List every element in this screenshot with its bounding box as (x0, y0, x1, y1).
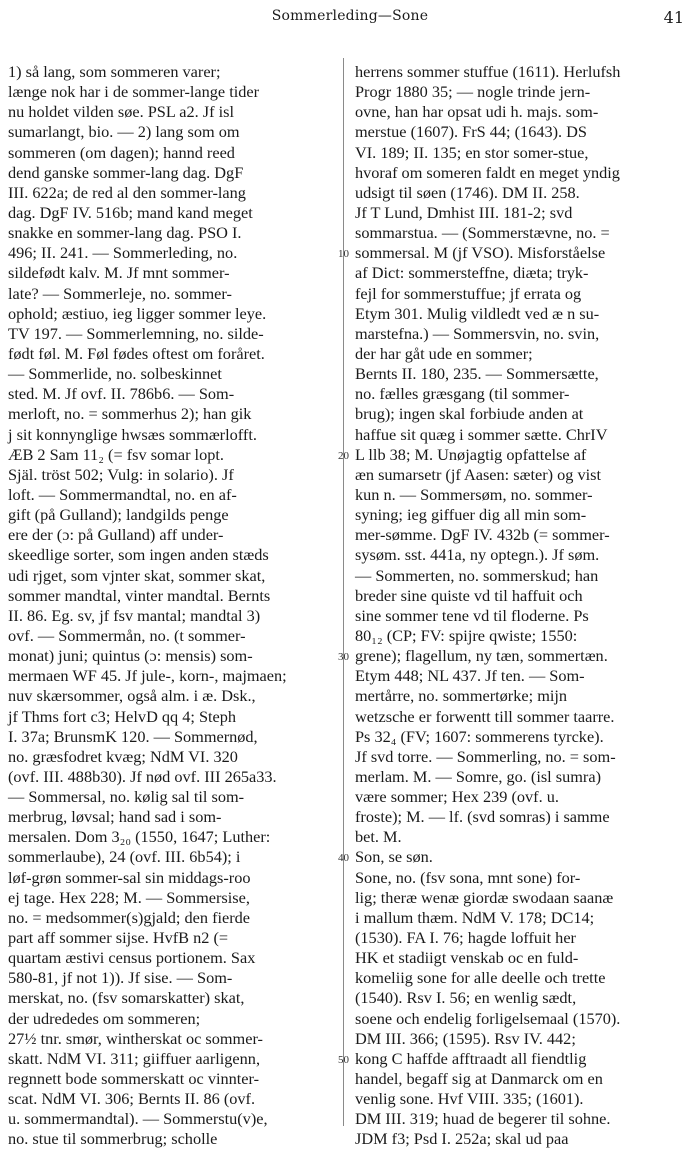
left-column-line: — Sommerlide, no. solbeskinnet (8, 364, 222, 384)
left-column-line: skeedlige sorter, som ingen anden stæds (8, 545, 269, 565)
right-column-line: JDM f3; Psd I. 252a; skal ud paa (355, 1129, 569, 1149)
left-column-line: — Sommersal, no. kølig sal til som- (8, 787, 245, 807)
right-column-line: Etym 448; NL 437. Jf ten. — Som- (355, 666, 585, 686)
left-column-line: ophold; æstiuo, ieg ligger sommer leye. (8, 303, 267, 323)
right-column-line: venlig sone. Hvf VIII. 335; (1601). (355, 1089, 584, 1109)
right-column-line: Ps 32₄ (FV; 1607: sommerens tyrcke). (355, 726, 604, 746)
left-column-line: nuv skærsommer, også alm. i æ. Dsk., (8, 686, 256, 706)
left-column-line: (ovf. III. 488b30). Jf nød ovf. III 265a33. (8, 766, 277, 786)
left-column-line: skatt. NdM VI. 311; giiffuer aarligenn, (8, 1048, 261, 1068)
left-column (8, 62, 338, 1150)
right-column-line: HK et stadiigt venskab oc en fuld- (355, 948, 579, 968)
right-column-line: sine sommer tene vd til floderne. Ps (355, 605, 589, 625)
left-column-line: født føl. M. Føl fødes oftest om foråret. (8, 343, 265, 363)
left-column-line: dag. DgF IV. 516b; mand kand meget (8, 202, 253, 222)
left-column-line: merskat, no. (fsv somarskatter) skat, (8, 988, 245, 1008)
right-column-line: æn sumarsetr (jf Aasen: sæter) og vist (355, 464, 601, 484)
right-column-line: sommarstua. — (Sommerstævne, no. = (355, 223, 610, 243)
right-column-line: udsigt til søen (1746). DM II. 258. (355, 182, 580, 202)
right-column-line: brug); ingen skal forbiude anden at (355, 404, 584, 424)
left-column-line: III. 622a; de red al den sommer-lang (8, 182, 246, 202)
left-column-line: 580-81, jf not 1)). Jf sise. — Som- (8, 968, 233, 988)
left-column-line: 496; II. 241. — Sommerleding, no. (8, 243, 238, 263)
right-column-line: DM III. 319; huad de begerer til sohne. (355, 1109, 611, 1129)
left-column-line: II. 86. Eg. sv, jf fsv mantal; mandtal 3) (8, 605, 261, 625)
left-column-line: Själ. tröst 502; Vulg: in solario). Jf (8, 464, 234, 484)
left-column-line: sildefødt kalv. M. Jf mnt sommer- (8, 263, 230, 283)
running-header (0, 8, 700, 32)
right-column-line: syning; ieg giffuer dig all min som- (355, 505, 587, 525)
right-column-line: af Dict: sommersteffne, diæta; tryk- (355, 263, 589, 283)
left-column-line: ovf. — Sommermån, no. (t sommer- (8, 625, 246, 645)
left-column-line: snakke en sommer-lang dag. PSO I. (8, 223, 242, 243)
right-column-line: bet. M. (355, 827, 402, 847)
right-column-line: Son, se søn. 40 (338, 847, 433, 867)
right-column-line: herrens sommer stuffue (1611). Herlufsh (355, 62, 621, 81)
left-column-line: mermaen WF 45. Jf jule-, korn-, majmaen; (8, 666, 287, 686)
left-column-line: løf-grøn sommer-sal sin middags-roo (8, 867, 251, 887)
left-column-line: ÆB 2 Sam 11₂ (= fsv somar lopt. (8, 444, 224, 464)
left-column-line: jf Thms fort c3; HelvD qq 4; Steph (8, 706, 237, 726)
left-column-line: der udrededes om sommeren; (8, 1008, 201, 1028)
left-column-line: no. stue til sommerbrug; scholle (8, 1129, 218, 1149)
right-column-line: hvoraf om someren faldt en meget yndig (355, 162, 620, 182)
left-column-line: 27½ tnr. smør, wintherskat oc sommer- (8, 1028, 263, 1048)
right-column-line: VI. 189; II. 135; en stor somer-stue, (355, 142, 589, 162)
right-column-line: komeliig sone for alle deelle och trette (355, 968, 606, 988)
line-number-marker: 40 (338, 852, 349, 865)
left-column-line: ere der (ɔ: på Gulland) aff under- (8, 525, 224, 545)
left-column-line: ej tage. Hex 228; M. — Sommersise, (8, 887, 250, 907)
right-column-line: DM III. 366; (1595). Rsv IV. 442; (355, 1028, 576, 1048)
right-column-line: grene); flagellum, ny tæn, sommertæn. 30 (338, 646, 608, 666)
right-column-line: L llb 38; M. Unøjagtig opfattelse af 20 (338, 444, 587, 464)
right-column-line: soene och endelig forligelsemaal (1570). (355, 1008, 621, 1028)
left-column-line: sted. M. Jf ovf. II. 786b6. — Som- (8, 384, 235, 404)
left-column-line: part aff sommer sijse. HvfB n2 (= (8, 928, 229, 948)
left-column-line: merloft, no. = sommerhus 2); han gik (8, 404, 252, 424)
left-column-line: gift (på Gulland); landgilds penge (8, 505, 229, 525)
right-column-line: haffue sit quæg i sommer sætte. ChrIV (355, 424, 608, 444)
left-column-line: regnnett bode sommerskatt oc vinnter- (8, 1069, 260, 1089)
right-column-line: handel, begaff sig at Danmarck om en (355, 1069, 603, 1089)
left-column-line: sommerlaube), 24 (ovf. III. 6b54); i (8, 847, 241, 867)
left-column-line: sumarlangt, bio. — 2) lang som om (8, 122, 240, 142)
right-column-line: Bernts II. 180, 235. — Sommersætte, (355, 364, 599, 384)
right-column-line: Etym 301. Mulig vildledt ved æ n su- (355, 303, 600, 323)
left-column-line: loft. — Sommermandtal, no. en af- (8, 484, 237, 504)
right-column-line: fejl for sommerstuffue; jf errata og (355, 283, 582, 303)
page-number: 41 (663, 8, 684, 27)
right-column-line: merlam. M. — Somre, go. (isl sumra) (355, 766, 601, 786)
right-column-line: Progr 1880 35; — nogle trinde jern- (355, 82, 591, 102)
left-column-line: no. græsfodret kvæg; NdM VI. 320 (8, 746, 238, 766)
column-divider (343, 58, 344, 1126)
right-column-line: kun n. — Sommersøm, no. sommer- (355, 484, 593, 504)
right-column-line: breder sine quiste vd til haffuit och (355, 585, 583, 605)
right-column-line: Jf svd torre. — Sommerling, no. = som- (355, 746, 616, 766)
right-column-line: mertårre, no. sommertørke; mijn (355, 686, 568, 706)
right-column-line: — Sommerten, no. sommerskud; han (355, 565, 599, 585)
left-column-line: merbrug, løvsal; hand sad i som- (8, 807, 222, 827)
left-column-line: u. sommermandtal). — Sommerstu(v)e, (8, 1109, 268, 1129)
right-column-line: Sone, no. (fsv sona, mnt sone) for- (355, 867, 581, 887)
left-column-line: udi rjget, som vjnter skat, sommer skat, (8, 565, 266, 585)
right-column-line: i mallum thæm. NdM V. 178; DC14; (355, 907, 595, 927)
right-column-line: no. fælles græsgang (til sommer- (355, 384, 570, 404)
left-column-line: mersalen. Dom 3₂₀ (1550, 1647; Luther: (8, 827, 271, 847)
left-column-line: scat. NdM VI. 306; Bernts II. 86 (ovf. (8, 1089, 256, 1109)
left-column-line: sommer mandtal, vinter mandtal. Bernts (8, 585, 271, 605)
line-number-marker: 50 (338, 1053, 349, 1066)
right-column-line: froste); M. — lf. (svd somras) i samme (355, 807, 610, 827)
right-column-line: mer-sømme. DgF IV. 432b (= sommer- (355, 525, 610, 545)
right-column-line: wetzsche er forwentt till sommer taarre. (355, 706, 615, 726)
running-title: Sommerleding—Sone (271, 8, 429, 24)
left-column-line: j sit konnynglige hwsæs sommærlofft. (8, 424, 257, 444)
right-column-line: ovne, han har opsat udi h. majs. som- (355, 102, 599, 122)
left-column-line: I. 37a; BrunsmK 120. — Sommernød, (8, 726, 258, 746)
right-column-line: sysøm. sst. 441a, ny optegn.). Jf søm. (355, 545, 600, 565)
left-column-line: TV 197. — Sommerlemning, no. silde- (8, 323, 264, 343)
left-column-line: late? — Sommerleje, no. sommer- (8, 283, 232, 303)
right-column-line: Jf T Lund, Dmhist III. 181-2; svd (355, 202, 573, 222)
right-column-line: kong C haffde afftraadt all fiendtlig 50 (338, 1048, 587, 1068)
right-column-line: sommersal. M (jf VSO). Misforståelse 10 (338, 243, 606, 263)
left-column-line: længe nok har i de sommer-lange tider (8, 82, 260, 102)
right-column-line: 80₁₂ (CP; FV: spijre qwiste; 1550: (355, 625, 578, 645)
line-number-marker: 10 (338, 248, 349, 261)
left-column-line: quartam æstivi census portionem. Sax (8, 948, 256, 968)
line-number-marker: 30 (338, 651, 349, 664)
right-column-line: lig; theræ wenæ giordæ swodaan saanæ (355, 887, 614, 907)
left-column-line: sommeren (om dagen); hannd reed (8, 142, 235, 162)
left-column-line: 1) så lang, som sommeren varer; (8, 62, 221, 81)
left-column-line: monat) juni; quintus (ɔ: mensis) som- (8, 646, 253, 666)
right-column-line: (1540). Rsv I. 56; en wenlig sædt, (355, 988, 577, 1008)
right-column-line: marstefna.) — Sommersvin, no. svin, (355, 323, 600, 343)
left-column-line: dend ganske sommer-lang dag. DgF (8, 162, 244, 182)
left-column-line: nu holdet vilden søe. PSL a2. Jf isl (8, 102, 234, 122)
right-column-line: der har gåt ude en sommer; (355, 343, 533, 363)
right-column-line: (1530). FA I. 76; hagde loffuit her (355, 928, 576, 948)
right-column-line: merstue (1607). FrS 44; (1643). DS (355, 122, 587, 142)
line-number-marker: 20 (338, 449, 349, 462)
right-column-line: være sommer; Hex 239 (ovf. u. (355, 787, 559, 807)
left-column-line: no. = medsommer(s)gjald; den fierde (8, 907, 251, 927)
right-column (338, 62, 685, 1150)
